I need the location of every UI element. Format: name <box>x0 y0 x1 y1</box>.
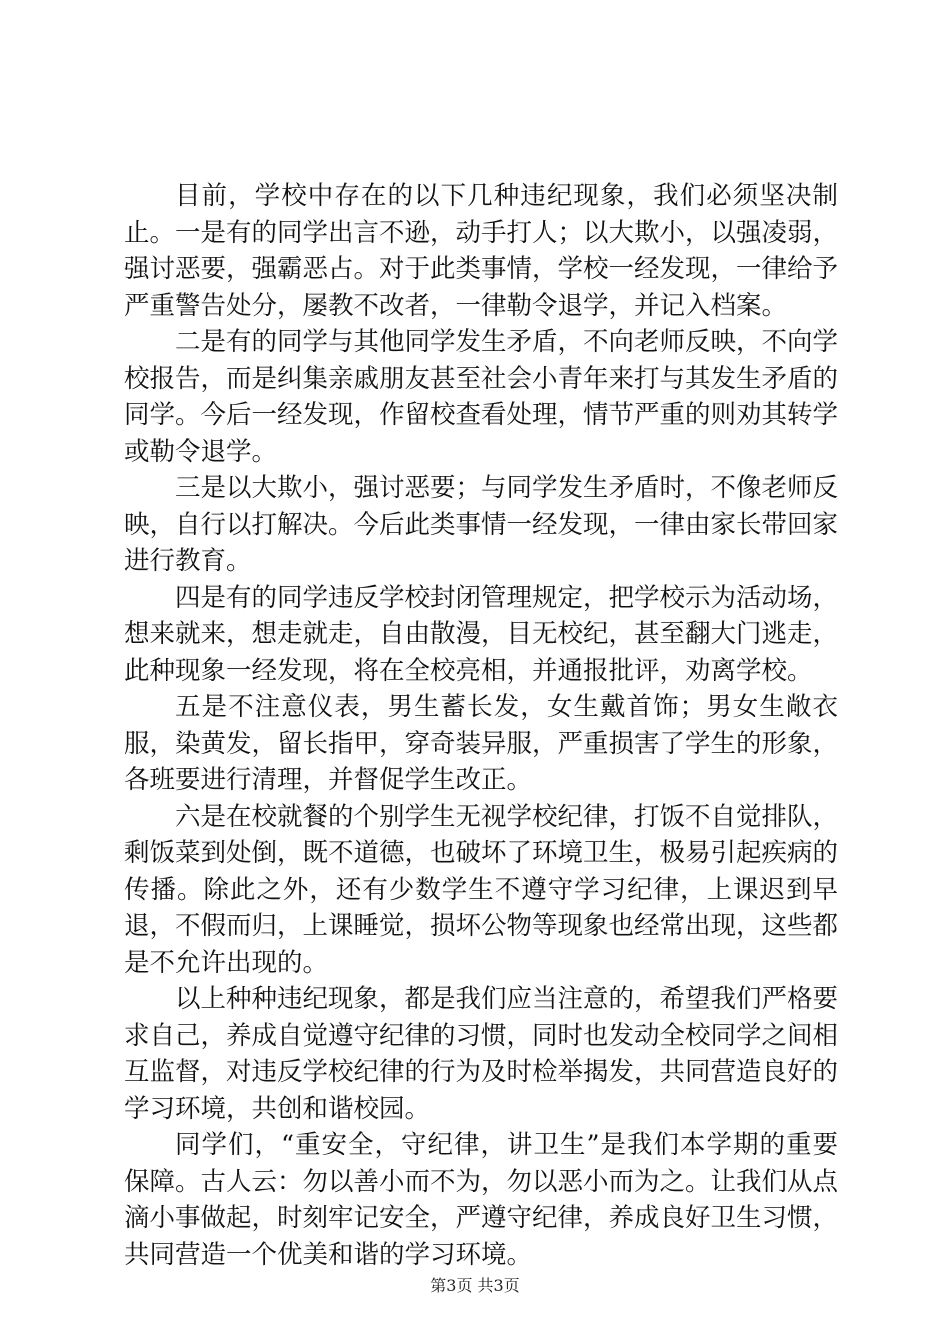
page-number-footer: 第3页 共3页 <box>430 1276 520 1295</box>
paragraph-8: 同学们，“重安全，守纪律，讲卫生”是我们本学期的重要保障。古人云：勿以善小而不为，勿以恶小而为之。让我们从点滴小事做起，时刻牢记安全，严遵守纪律，养成良好卫生习惯，共同营造一个优美和谐的学习环境。 <box>124 1130 839 1270</box>
paragraph-3: 三是以大欺小，强讨恶要；与同学发生矛盾时，不像老师反映，自行以打解决。今后此类事情一经发现，一律由家长带回家进行教育。 <box>124 473 839 576</box>
paragraph-5: 五是不注意仪表，男生蓄长发，女生戴首饰；男女生敞衣服，染黄发，留长指甲，穿奇装异服，严重损害了学生的形象，各班要进行清理，并督促学生改正。 <box>124 692 839 795</box>
paragraph-4: 四是有的同学违反学校封闭管理规定，把学校示为活动场，想来就来，想走就走，自由散漫，目无校纪，甚至翻大门逃走，此种现象一经发现，将在全校亮相，并通报批评，劝离学校。 <box>124 582 839 686</box>
paragraph-2: 二是有的同学与其他同学发生矛盾，不向老师反映，不向学校报告，而是纠集亲戚朋友甚至社会小青年来打与其发生矛盾的同学。今后一经发现，作留校查看处理，情节严重的则劝其转学或勒令退学。 <box>124 327 839 467</box>
paragraph-6: 六是在校就餐的个别学生无视学校纪律，打饭不自觉排队，剩饭菜到处倒，既不道德，也破坏了环境卫生，极易引起疾病的传播。除此之外，还有少数学生不遵守学习纪律，上课迟到早退，不假而归，上课睡觉，损坏公物等现象也经常出现，这些都是不允许出现的。 <box>124 801 839 978</box>
paragraph-7: 以上种种违纪现象，都是我们应当注意的，希望我们严格要求自己，养成自觉遵守纪律的习惯，同时也发动全校同学之间相互监督，对违反学校纪律的行为及时检举揭发，共同营造良好的学习环境，共创和谐校园。 <box>124 984 839 1124</box>
document-body <box>124 178 838 1273</box>
paragraph-1: 目前，学校中存在的以下几种违纪现象，我们必须坚决制止。一是有的同学出言不逊，动手打人；以大欺小，以强凌弱，强讨恶要，强霸恶占。对于此类事情，学校一经发现，一律给予严重警告处分，屡教不改者，一律勒令退学，并记入档案。 <box>124 181 839 321</box>
